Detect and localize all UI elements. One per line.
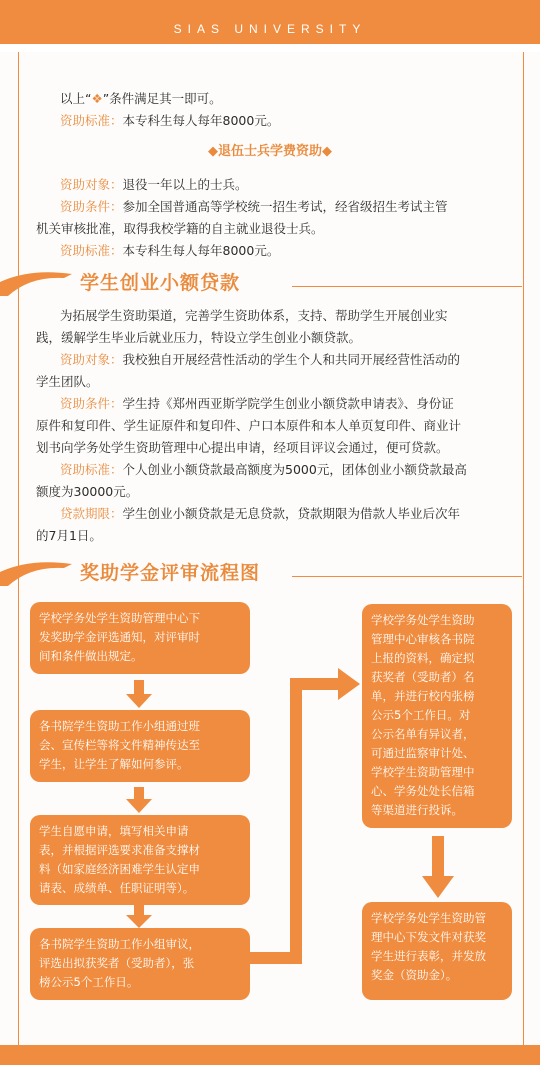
diamond-mark-icon: ❖ — [91, 91, 103, 106]
loan-target-2: 学生团队。 — [36, 374, 99, 389]
brand-text: SIAS UNIVERSITY — [173, 22, 367, 36]
loan-standard-1: 资助标准：个人创业小额贷款最高额度为5000元，团体创业小额贷款最高 — [60, 462, 467, 477]
veteran-condition-2: 机关审核批准，取得我校学籍的自主就业退役士兵。 — [36, 221, 324, 236]
flow-step-3: 学生自愿申请，填写相关申请 表，并根据评选要求准备支撑材 料（如家庭经济困难学生认定申 请表、成绩单、任职证明等）。 — [30, 815, 250, 905]
flow-step-1: 学校学务处学生资助管理中心下 发奖助学金评选通知，对评审时 间和条件做出规定。 — [30, 602, 250, 674]
footer-bar — [0, 1045, 540, 1065]
loan-section-heading — [0, 266, 540, 296]
arrow-connector-icon — [250, 660, 362, 980]
swoosh-decoration-icon — [0, 556, 80, 586]
loan-target-1: 资助对象：我校独自开展经营性活动的学生个人和共同开展经营性活动的 — [60, 352, 461, 367]
loan-condition-2: 原件和复印件、学生证原件和复印件、户口本原件和本人单页复印件、商业计 — [36, 418, 462, 433]
loan-heading: 学生创业小额贷款 — [80, 272, 241, 294]
loan-standard-2: 额度为30000元。 — [36, 484, 139, 499]
header-bar — [0, 0, 540, 44]
heading-rule — [292, 286, 522, 287]
arrow-down-icon — [422, 836, 454, 898]
veteran-subtitle: ◆退伍士兵学费资助◆ — [208, 144, 332, 159]
veteran-target: 资助对象：退役一年以上的士兵。 — [60, 177, 248, 192]
loan-intro-1: 为拓展学生资助渠道，完善学生资助体系，支持、帮助学生开展创业实 — [60, 308, 448, 323]
flow-step-5: 学校学务处学生资助 管理中心审核各书院 上报的资料，确定拟 获奖者（受助者）名 单，并进行校内张榜 公示5个工作日。对 公示名单有异议者， 可通过监察审计处、 学校学生资助管理中 心、学务处处长信箱 等渠道进行投诉。 — [362, 604, 512, 828]
flow-heading: 奖助学金评审流程图 — [80, 562, 261, 584]
prev-standard: 资助标准：本专科生每人每年8000元。 — [60, 113, 280, 128]
loan-intro-2: 践，缓解学生毕业后就业压力，特设立学生创业小额贷款。 — [36, 330, 362, 345]
header-divider — [0, 44, 540, 52]
loan-condition-3: 划书向学务处学生资助管理中心提出申请，经项目评议会通过，便可贷款。 — [36, 440, 449, 455]
loan-term-2: 的7月1日。 — [36, 528, 102, 543]
swoosh-decoration-icon — [0, 266, 80, 296]
loan-term-1: 贷款期限：学生创业小额贷款是无息贷款，贷款期限为借款人毕业后次年 — [60, 506, 461, 521]
flow-section-heading — [0, 556, 540, 586]
arrow-down-icon — [124, 680, 154, 708]
loan-condition-1: 资助条件：学生持《郑州西亚斯学院学生创业小额贷款申请表》、身份证 — [60, 396, 454, 411]
flow-step-4: 各书院学生资助工作小组审议， 评选出拟获奖者（受助者），张 榜公示5个工作日。 — [30, 928, 250, 1000]
condition-note: 以上“❖”条件满足其一即可。 — [60, 91, 222, 106]
arrow-down-icon — [124, 787, 154, 813]
veteran-condition-1: 资助条件：参加全国普通高等学校统一招生考试，经省级招生考试主管 — [60, 199, 448, 214]
flow-step-2: 各书院学生资助工作小组通过班 会、宣传栏等将文件精神传达至 学生，让学生了解如何参评。 — [30, 710, 250, 782]
arrow-down-icon — [124, 904, 154, 928]
flow-step-6: 学校学务处学生资助管 理中心下发文件对获奖 学生进行表彰，并发放 奖金（资助金）。 — [362, 902, 512, 1000]
heading-rule — [292, 576, 522, 577]
veteran-standard: 资助标准：本专科生每人每年8000元。 — [60, 243, 280, 258]
